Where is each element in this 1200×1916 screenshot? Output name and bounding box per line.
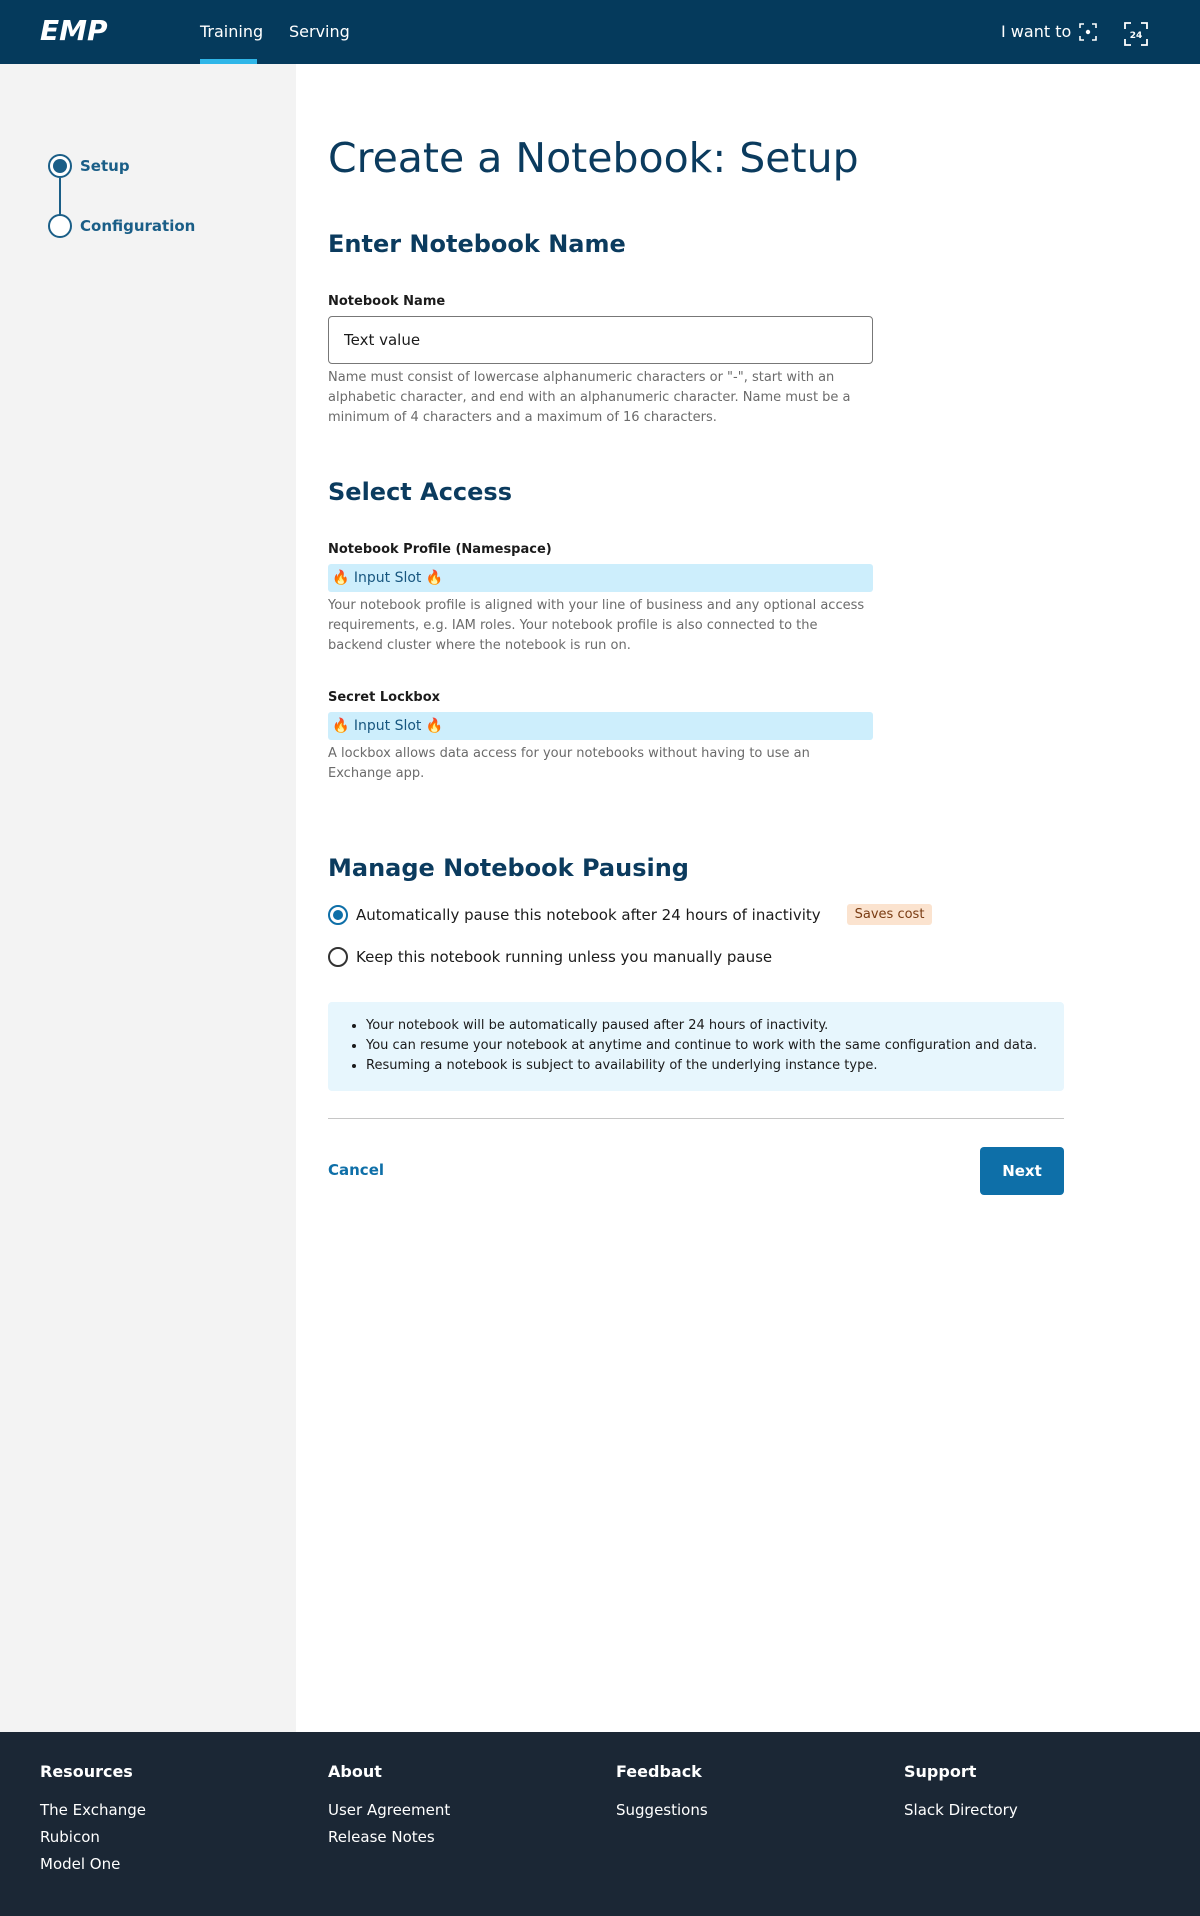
fire-icon: 🔥 [332,570,350,586]
step-configuration[interactable] [48,214,195,238]
fire-icon: 🔥 [425,718,444,734]
notebook-profile-label: Notebook Profile (Namespace) [328,542,552,557]
scan-icon [1079,23,1097,41]
radio-auto-pause[interactable] [328,904,932,925]
slot-label: Input Slot [353,570,422,586]
notebook-profile-slot[interactable] [328,564,873,592]
step-label-configuration: Configuration [80,217,196,235]
footer-heading: Resources [40,1762,133,1781]
fire-icon: 🔥 [332,718,350,734]
footer-heading: About [328,1762,382,1781]
radio-button-checked[interactable] [328,905,348,925]
footer-heading: Support [904,1762,977,1781]
apps-icon[interactable] [1124,22,1148,46]
notebook-name-hint: Name must consist of lowercase alphanumeric characters or "-", start with an alphabetic character, and end with an alphanumeric character. Name must be a minimum of 4 characters and a maximum of 16 characters. [328,370,851,425]
tab-training[interactable]: Training [200,0,257,64]
footer-link-slack-directory[interactable]: Slack Directory [904,1801,1018,1819]
tab-serving[interactable]: Serving [289,22,350,41]
emp-logo[interactable] [40,14,140,46]
step-label-setup: Setup [80,157,130,175]
top-navigation [0,0,1200,64]
sidebar [0,64,296,1732]
section-title-name: Enter Notebook Name [328,230,626,258]
footer-column-support [904,1762,1018,1824]
notebook-name-input[interactable] [328,316,873,364]
step-indicator [48,214,72,238]
radio-manual-pause-label: Keep this notebook running unless you manually pause [356,948,773,966]
notebook-profile-hint: Your notebook profile is aligned with your line of business and any optional access requirements, e.g. IAM roles. Your notebook profile is also connected to the backend cluster where the notebook is run on. [328,598,865,653]
footer-column-feedback [616,1762,708,1824]
apps-badge: 24 [1129,31,1143,41]
secret-lockbox-slot[interactable] [328,712,873,740]
section-title-pausing: Manage Notebook Pausing [328,854,689,882]
pausing-info-box [328,1002,1064,1091]
footer-link-release-notes[interactable]: Release Notes [328,1828,435,1846]
secret-lockbox-label: Secret Lockbox [328,690,441,705]
footer-link-rubicon[interactable]: Rubicon [40,1828,100,1846]
i-want-to-label: I want to [1001,22,1072,41]
section-title-access: Select Access [328,478,512,506]
i-want-to-button[interactable] [1001,0,1097,64]
radio-auto-pause-label: Automatically pause this notebook after 24 hours of inactivity [356,905,821,924]
step-setup[interactable] [48,154,130,178]
logo-text: EMP [40,14,108,46]
saves-cost-badge: Saves cost [847,904,933,925]
divider [328,1118,1064,1119]
footer-heading: Feedback [616,1762,702,1781]
step-connector [59,178,61,215]
next-button[interactable]: Next [980,1147,1064,1195]
page-title: Create a Notebook: Setup [328,134,859,182]
footer-link-model-one[interactable]: Model One [40,1855,121,1873]
secret-lockbox-hint: A lockbox allows data access for your notebooks without having to use an Exchange app. [328,746,810,781]
footer-link-the-exchange[interactable]: The Exchange [40,1801,146,1819]
info-item: • Resuming a notebook is subject to availability of the underlying instance type. [366,1056,1042,1076]
fire-icon: 🔥 [425,570,444,586]
footer [0,1732,1200,1916]
footer-link-user-agreement[interactable]: User Agreement [328,1801,451,1819]
radio-manual-pause[interactable] [328,947,772,967]
step-current-indicator [48,154,72,178]
footer-column-resources [40,1762,146,1878]
slot-label: Input Slot [353,718,422,734]
footer-link-suggestions[interactable]: Suggestions [616,1801,708,1819]
notebook-name-label: Notebook Name [328,294,446,309]
radio-button[interactable] [328,947,348,967]
cancel-button[interactable]: Cancel [328,1161,385,1179]
info-item: • Your notebook will be automatically paused after 24 hours of inactivity. [366,1016,1042,1036]
footer-column-about [328,1762,450,1851]
info-item: • You can resume your notebook at anytime and continue to work with the same configuration and data. [366,1036,1042,1056]
